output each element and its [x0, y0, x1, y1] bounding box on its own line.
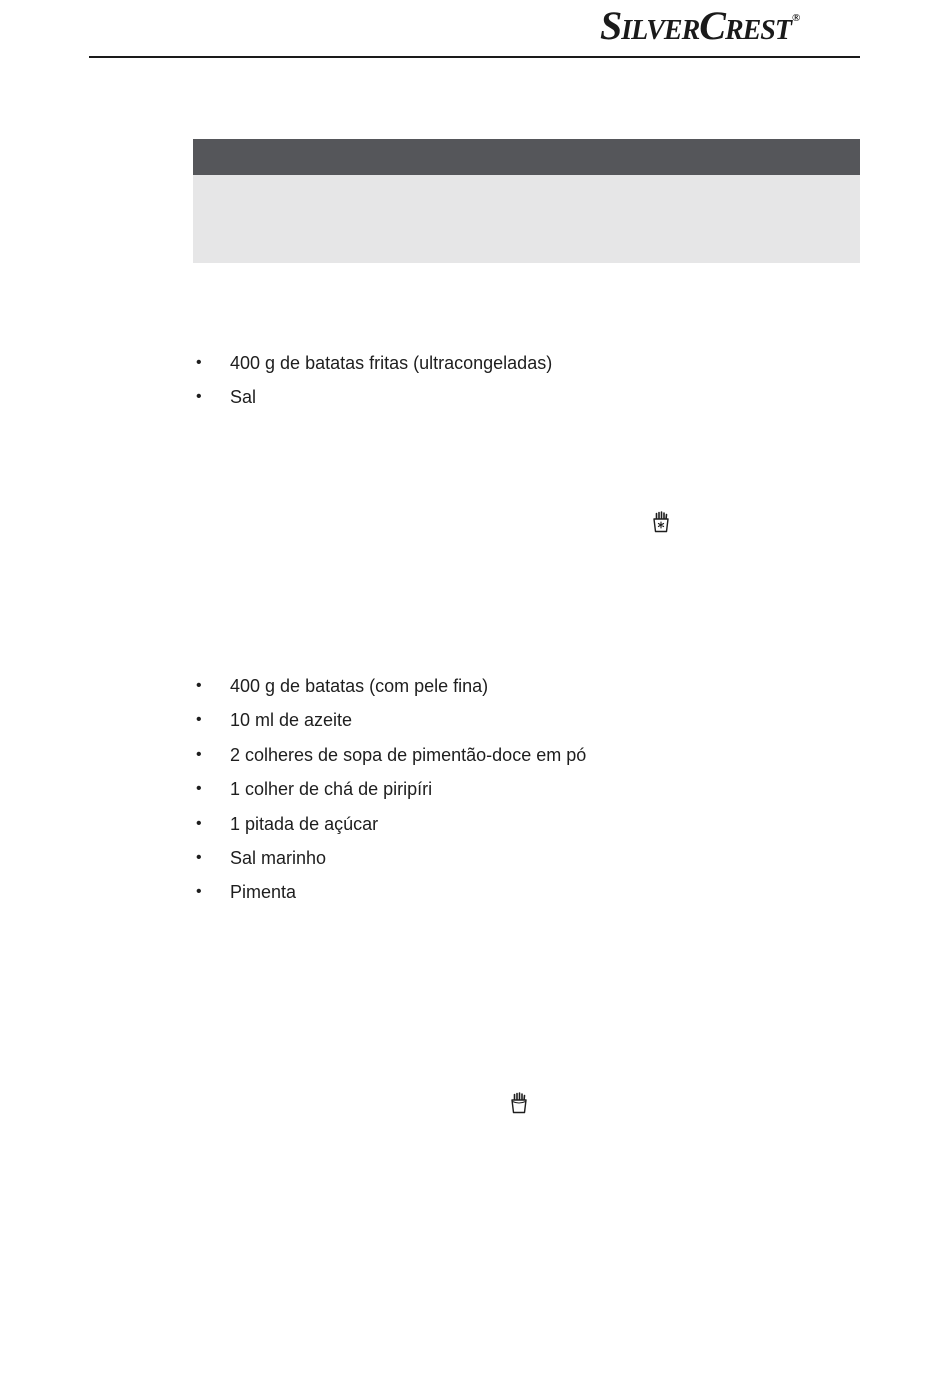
logo-letter-s: S	[600, 3, 622, 48]
header-rule	[89, 56, 860, 58]
ingredient-text: Sal	[230, 387, 257, 408]
logo-letter-c: C	[699, 3, 725, 48]
bullet: •	[196, 354, 202, 371]
ingredient-text: Sal marinho	[230, 847, 327, 868]
list-item	[193, 351, 552, 385]
frozen-fries-program-icon	[652, 511, 670, 533]
bullet: •	[196, 711, 202, 729]
list-item	[193, 812, 586, 846]
ingredient-text: 2 colheres de sopa de pimentão-doce em pó	[230, 744, 587, 765]
registered-mark: ®	[791, 12, 801, 24]
bullet: •	[196, 780, 202, 798]
ingredient-text: 10 ml de azeite	[230, 710, 353, 731]
fries-program-icon	[510, 1092, 528, 1114]
ingredient-text: 400 g de batatas fritas (ultracongeladas)	[230, 353, 553, 373]
ingredient-text: 1 colher de chá de piripíri	[230, 779, 433, 800]
ingredient-text: 400 g de batatas (com pele fina)	[230, 676, 489, 696]
ingredient-text: 1 pitada de açúcar	[230, 813, 379, 834]
section-body-box	[193, 175, 860, 263]
list-item	[193, 385, 552, 419]
logo-letters-ilver: ILVER	[621, 15, 700, 46]
section-title-bar	[193, 139, 860, 175]
bullet: •	[196, 848, 202, 866]
list-item	[193, 674, 586, 708]
list-item	[193, 777, 586, 811]
bullet: •	[196, 388, 202, 406]
bullet: •	[196, 745, 202, 763]
logo-letters-rest: REST	[724, 15, 791, 46]
bullet: •	[196, 677, 202, 694]
list-item	[193, 743, 586, 777]
list-item	[193, 846, 586, 880]
list-item	[193, 880, 586, 914]
silvercrest-logo	[600, 3, 862, 48]
bullet: •	[196, 814, 202, 832]
bullet: •	[196, 883, 202, 901]
ingredient-list-frozen-fries	[193, 351, 552, 420]
list-item	[193, 708, 586, 742]
ingredient-list-paprika-fries	[193, 674, 586, 915]
ingredient-text: Pimenta	[230, 882, 297, 903]
